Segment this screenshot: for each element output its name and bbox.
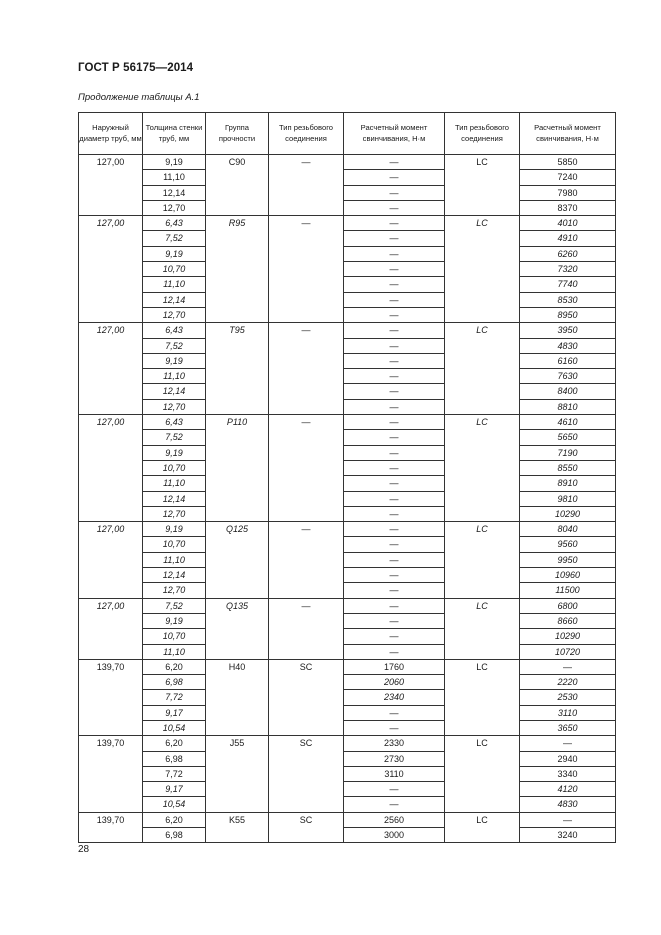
cell-wall: 7,52 [143,338,206,353]
cell-torque-2: 4830 [520,338,616,353]
table-row [79,155,616,170]
cell-thread-type-2: LC [445,216,520,323]
cell-thread-type-2: LC [445,736,520,812]
cell-diameter: 127,00 [79,323,143,415]
cell-thread-type-1: — [269,415,344,522]
cell-torque-2: 3650 [520,720,616,735]
cell-thread-type-1: — [269,598,344,659]
table-header-row [79,113,616,155]
cell-grade: K55 [206,812,269,843]
cell-thread-type-1: — [269,323,344,415]
cell-wall: 12,14 [143,384,206,399]
col-header-diameter: Наружный диаметр труб, мм [79,113,143,155]
table-row [79,338,616,353]
table-row [79,369,616,384]
cell-wall: 10,70 [143,537,206,552]
cell-torque-2: 10720 [520,644,616,659]
cell-wall: 11,10 [143,644,206,659]
cell-torque-2: 8370 [520,200,616,215]
table-row [79,460,616,475]
cell-torque-2: 4010 [520,216,616,231]
table-body [79,155,616,843]
cell-grade: R95 [206,216,269,323]
cell-torque-1: — [344,369,445,384]
cell-torque-2: 9950 [520,552,616,567]
cell-torque-2: — [520,659,616,674]
cell-torque-2: 8660 [520,613,616,628]
cell-torque-1: — [344,323,445,338]
document-header: ГОСТ Р 56175—2014 [78,62,194,74]
cell-wall: 11,10 [143,476,206,491]
cell-diameter: 127,00 [79,216,143,323]
cell-torque-1: — [344,384,445,399]
cell-wall: 12,14 [143,292,206,307]
page-number: 28 [78,844,90,855]
cell-thread-type-2: LC [445,323,520,415]
table-row [79,613,616,628]
cell-grade: J55 [206,736,269,812]
table-row [79,720,616,735]
cell-diameter: 139,70 [79,659,143,735]
cell-torque-1: — [344,170,445,185]
table-row [79,797,616,812]
cell-torque-2: 5850 [520,155,616,170]
cell-torque-2: 3950 [520,323,616,338]
table-row [79,552,616,567]
cell-thread-type-2: LC [445,659,520,735]
table-row [79,506,616,521]
cell-torque-1: — [344,491,445,506]
col-header-thread-type-2: Тип резьбового соединения [445,113,520,155]
cell-torque-1: — [344,216,445,231]
cell-torque-2: 4830 [520,797,616,812]
cell-thread-type-1: SC [269,736,344,812]
cell-wall: 12,14 [143,491,206,506]
cell-torque-1: — [344,797,445,812]
cell-torque-2: — [520,736,616,751]
table-row [79,812,616,827]
cell-torque-1: — [344,353,445,368]
cell-torque-1: 2560 [344,812,445,827]
cell-torque-2: 7240 [520,170,616,185]
cell-torque-2: 6260 [520,246,616,261]
cell-torque-2: 3240 [520,828,616,843]
cell-torque-1: — [344,613,445,628]
cell-thread-type-2: LC [445,598,520,659]
cell-torque-2: 8910 [520,476,616,491]
cell-torque-1: — [344,292,445,307]
cell-torque-1: — [344,399,445,414]
cell-torque-2: 7740 [520,277,616,292]
cell-torque-1: — [344,476,445,491]
cell-torque-2: 8810 [520,399,616,414]
cell-torque-2: 3340 [520,766,616,781]
cell-torque-1: — [344,307,445,322]
cell-torque-1: 2330 [344,736,445,751]
cell-torque-2: 9810 [520,491,616,506]
cell-wall: 6,43 [143,216,206,231]
table-row [79,445,616,460]
col-header-wall: Толщина стенки труб, мм [143,113,206,155]
cell-wall: 6,20 [143,812,206,827]
cell-torque-2: 6800 [520,598,616,613]
cell-torque-1: — [344,415,445,430]
cell-torque-2: 8040 [520,522,616,537]
col-header-grade: Группа прочности [206,113,269,155]
cell-torque-2: 10290 [520,629,616,644]
cell-wall: 9,17 [143,705,206,720]
table-row [79,828,616,843]
cell-torque-1: — [344,568,445,583]
cell-torque-2: 4610 [520,415,616,430]
cell-torque-1: 2340 [344,690,445,705]
col-header-thread-type-1: Тип резьбового соединения [269,113,344,155]
cell-torque-1: — [344,629,445,644]
table-row [79,690,616,705]
cell-wall: 6,98 [143,675,206,690]
table-row [79,277,616,292]
table-row [79,262,616,277]
cell-thread-type-2: LC [445,415,520,522]
table-row [79,415,616,430]
cell-wall: 7,72 [143,766,206,781]
cell-wall: 6,98 [143,828,206,843]
cell-wall: 9,19 [143,613,206,628]
table-row [79,644,616,659]
cell-torque-2: 8530 [520,292,616,307]
cell-grade: C90 [206,155,269,216]
cell-wall: 7,52 [143,598,206,613]
cell-torque-1: — [344,185,445,200]
cell-wall: 7,72 [143,690,206,705]
col-header-torque-1: Расчетный момент свинчивания, Н·м [344,113,445,155]
cell-thread-type-2: LC [445,155,520,216]
table-caption: Продолжение таблицы А.1 [78,92,200,103]
cell-wall: 6,20 [143,659,206,674]
cell-torque-2: 8950 [520,307,616,322]
cell-thread-type-2: LC [445,522,520,598]
cell-torque-1: — [344,705,445,720]
cell-wall: 9,19 [143,522,206,537]
cell-diameter: 139,70 [79,812,143,843]
cell-torque-1: — [344,430,445,445]
cell-wall: 11,10 [143,170,206,185]
cell-torque-1: — [344,338,445,353]
cell-diameter: 139,70 [79,736,143,812]
table-row [79,705,616,720]
cell-grade: T95 [206,323,269,415]
table-row [79,231,616,246]
cell-wall: 11,10 [143,277,206,292]
cell-wall: 12,70 [143,506,206,521]
cell-wall: 11,10 [143,369,206,384]
torque-table [78,112,616,843]
cell-torque-2: 6160 [520,353,616,368]
cell-diameter: 127,00 [79,415,143,522]
cell-torque-1: — [344,200,445,215]
cell-torque-2: 5650 [520,430,616,445]
cell-wall: 12,14 [143,185,206,200]
cell-wall: 12,70 [143,399,206,414]
cell-torque-2: 10290 [520,506,616,521]
table-row [79,292,616,307]
table-row [79,170,616,185]
cell-wall: 6,20 [143,736,206,751]
cell-wall: 12,70 [143,200,206,215]
cell-torque-1: — [344,262,445,277]
col-header-torque-2: Расчетный момент свинчивания, Н·м [520,113,616,155]
cell-torque-1: — [344,598,445,613]
cell-torque-1: 1760 [344,659,445,674]
cell-torque-1: — [344,231,445,246]
cell-thread-type-2: LC [445,812,520,843]
table-row [79,583,616,598]
table-row [79,675,616,690]
cell-diameter: 127,00 [79,155,143,216]
cell-wall: 7,52 [143,231,206,246]
cell-wall: 9,19 [143,246,206,261]
table-row [79,751,616,766]
cell-wall: 7,52 [143,430,206,445]
cell-torque-2: 8550 [520,460,616,475]
cell-torque-1: — [344,277,445,292]
cell-torque-2: 3110 [520,705,616,720]
cell-torque-2: 4910 [520,231,616,246]
cell-torque-1: — [344,445,445,460]
cell-grade: H40 [206,659,269,735]
cell-thread-type-1: — [269,216,344,323]
cell-torque-2: 7190 [520,445,616,460]
cell-wall: 10,70 [143,262,206,277]
cell-wall: 10,54 [143,797,206,812]
table-row [79,537,616,552]
cell-torque-1: 3000 [344,828,445,843]
cell-thread-type-1: — [269,155,344,216]
cell-thread-type-1: — [269,522,344,598]
cell-torque-2: 9560 [520,537,616,552]
cell-thread-type-1: SC [269,812,344,843]
cell-torque-1: — [344,720,445,735]
cell-torque-1: — [344,506,445,521]
table-row [79,246,616,261]
cell-torque-2: — [520,812,616,827]
cell-torque-1: — [344,583,445,598]
table-row [79,522,616,537]
cell-torque-1: — [344,782,445,797]
cell-wall: 9,19 [143,353,206,368]
cell-wall: 12,14 [143,568,206,583]
cell-wall: 9,17 [143,782,206,797]
cell-torque-2: 2940 [520,751,616,766]
cell-grade: P110 [206,415,269,522]
cell-torque-2: 7630 [520,369,616,384]
cell-torque-1: — [344,522,445,537]
table-row [79,399,616,414]
cell-grade: Q125 [206,522,269,598]
cell-wall: 12,70 [143,307,206,322]
cell-grade: Q135 [206,598,269,659]
table-row [79,568,616,583]
cell-torque-2: 8400 [520,384,616,399]
cell-torque-1: — [344,246,445,261]
cell-wall: 10,70 [143,629,206,644]
table-row [79,185,616,200]
cell-diameter: 127,00 [79,598,143,659]
cell-torque-2: 7320 [520,262,616,277]
table-row [79,353,616,368]
cell-torque-2: 4120 [520,782,616,797]
cell-torque-2: 10960 [520,568,616,583]
table-row [79,476,616,491]
table-row [79,598,616,613]
table-row [79,430,616,445]
cell-wall: 6,43 [143,323,206,338]
cell-torque-1: — [344,155,445,170]
cell-torque-1: 3110 [344,766,445,781]
table-row [79,766,616,781]
table-row [79,216,616,231]
table-row [79,629,616,644]
cell-torque-1: — [344,552,445,567]
cell-wall: 10,54 [143,720,206,735]
table-row [79,782,616,797]
cell-wall: 10,70 [143,460,206,475]
cell-torque-1: — [344,644,445,659]
table-row [79,323,616,338]
cell-torque-1: 2060 [344,675,445,690]
table-row [79,200,616,215]
cell-wall: 9,19 [143,445,206,460]
cell-thread-type-1: SC [269,659,344,735]
table-row [79,491,616,506]
cell-torque-2: 7980 [520,185,616,200]
cell-wall: 6,98 [143,751,206,766]
cell-torque-2: 11500 [520,583,616,598]
table-row [79,736,616,751]
cell-torque-2: 2530 [520,690,616,705]
table-row [79,384,616,399]
cell-wall: 12,70 [143,583,206,598]
cell-diameter: 127,00 [79,522,143,598]
table-row [79,659,616,674]
cell-wall: 6,43 [143,415,206,430]
cell-wall: 9,19 [143,155,206,170]
cell-torque-1: — [344,537,445,552]
cell-wall: 11,10 [143,552,206,567]
cell-torque-2: 2220 [520,675,616,690]
cell-torque-1: 2730 [344,751,445,766]
cell-torque-1: — [344,460,445,475]
table-row [79,307,616,322]
